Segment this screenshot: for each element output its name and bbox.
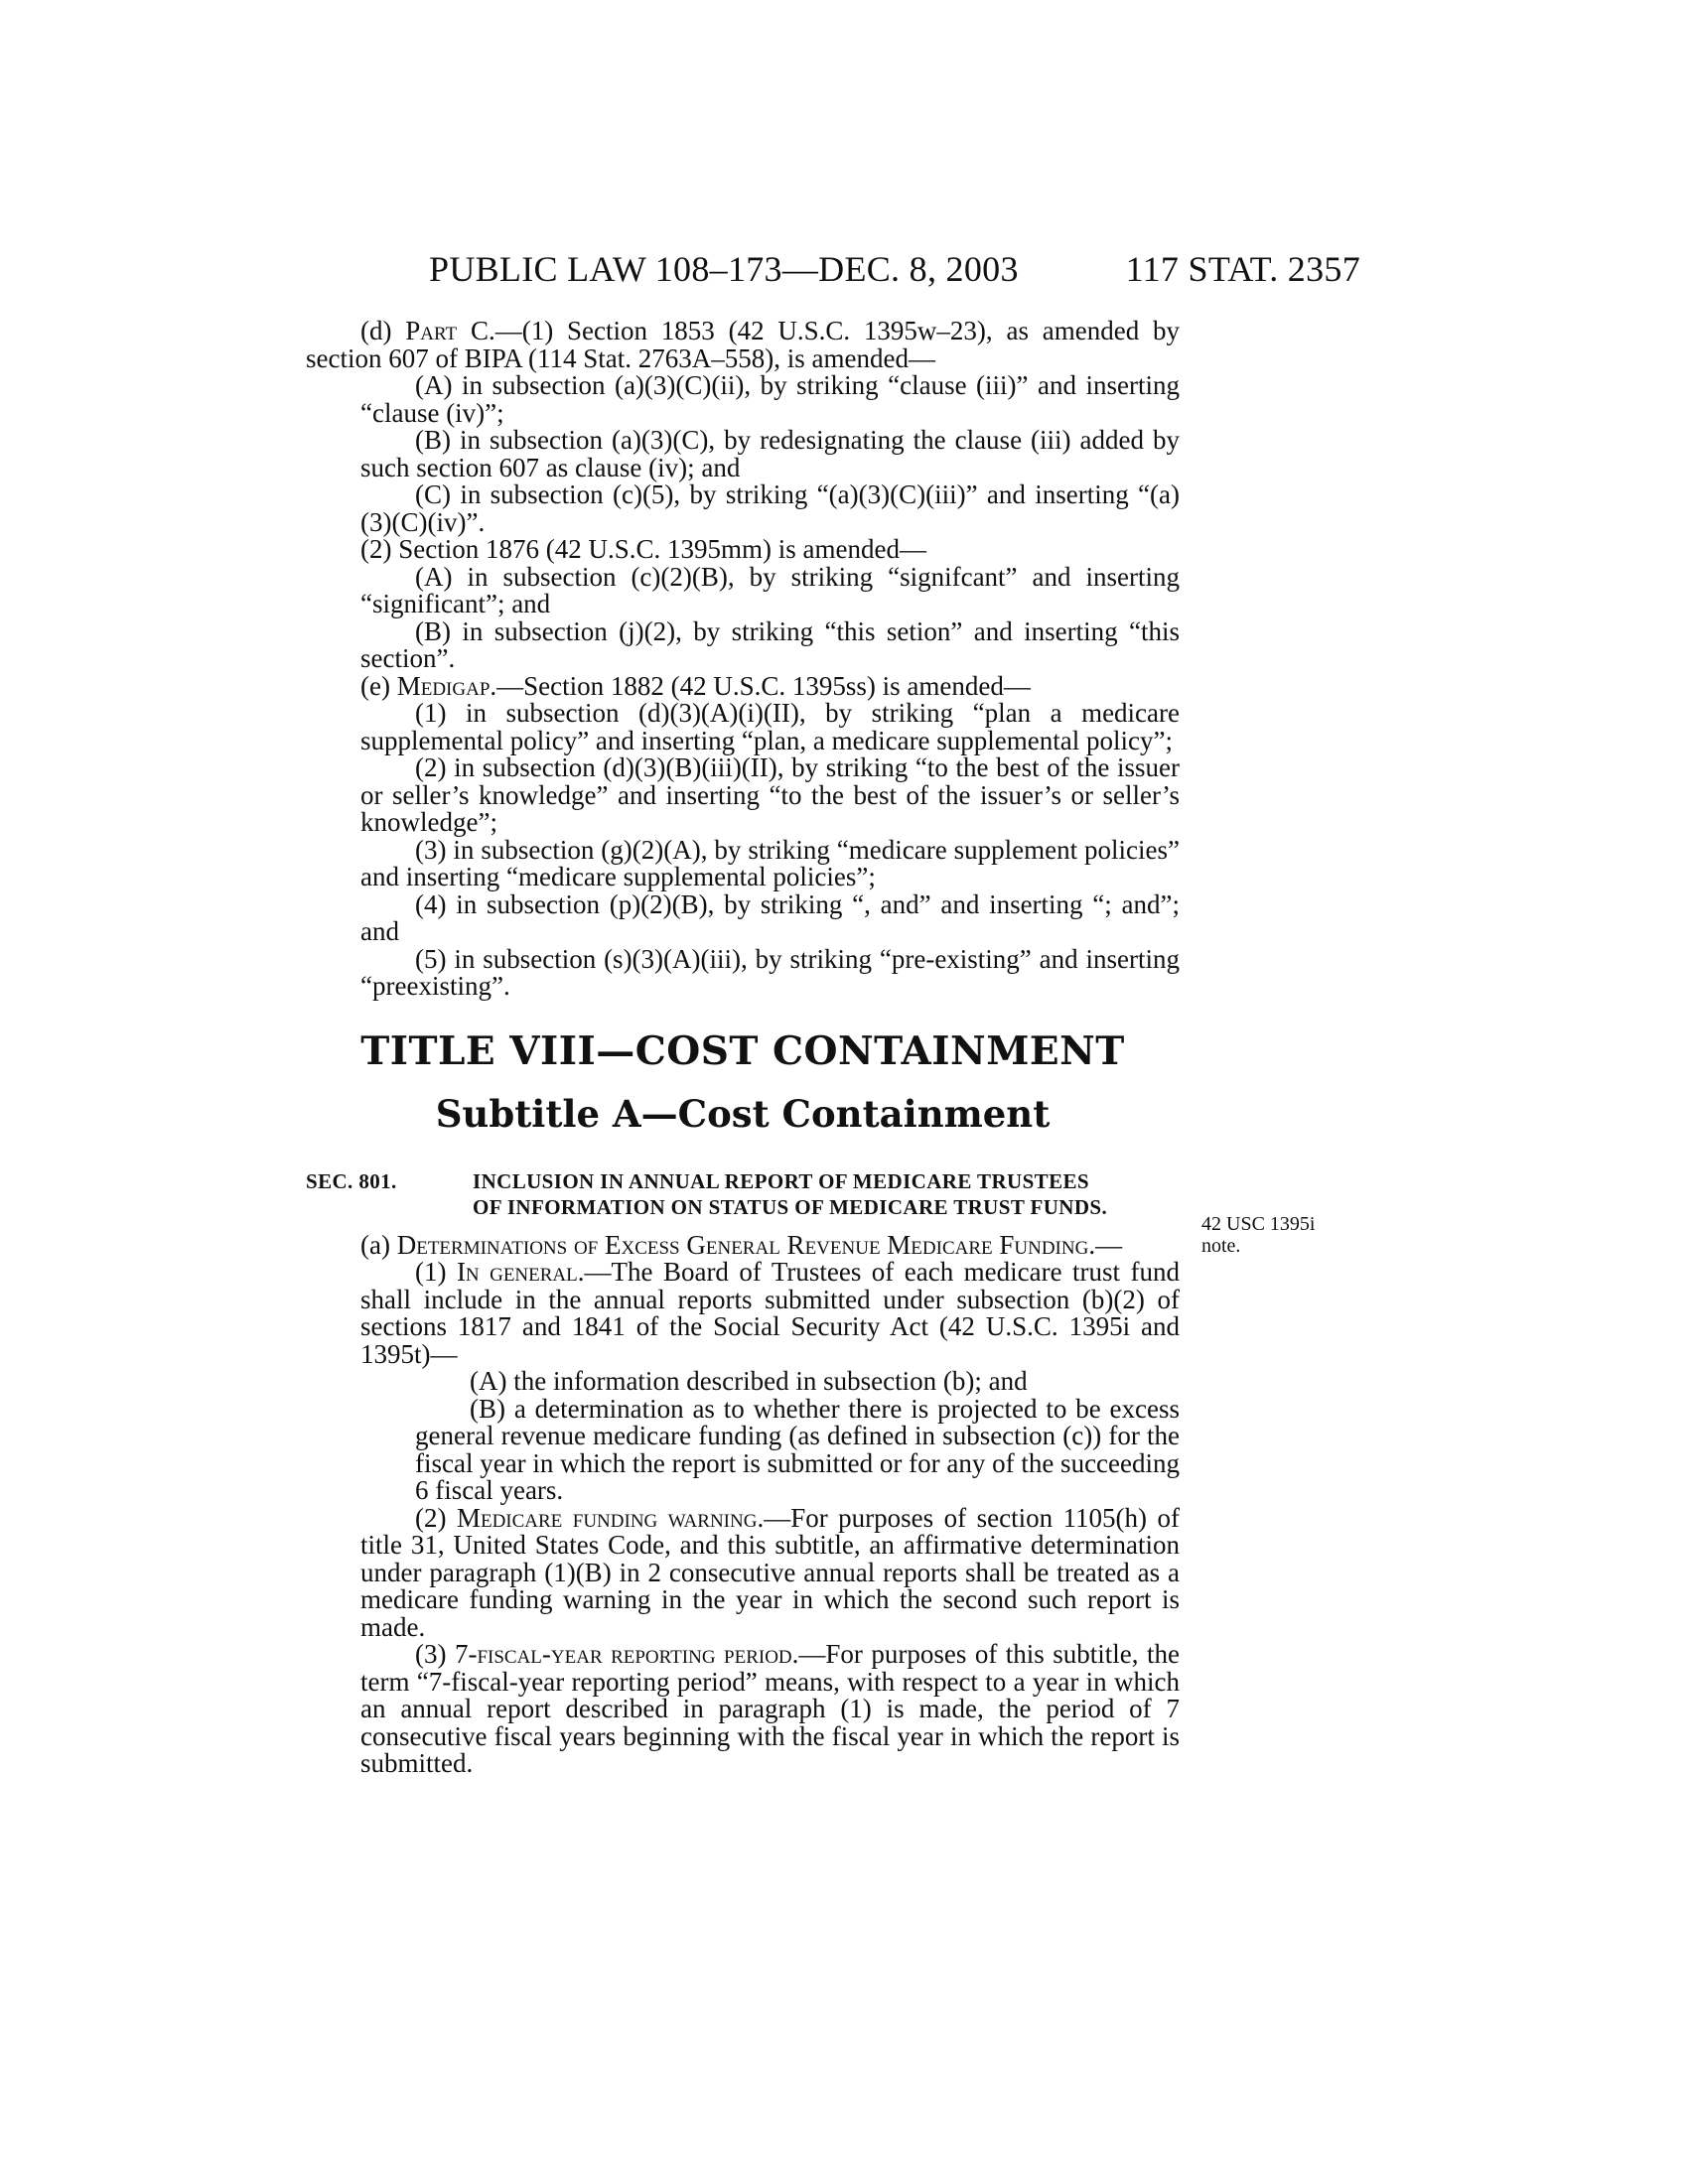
part-e-1: (1) in subsection (d)(3)(A)(i)(II), by striking “plan a medicare supplemental policy” and inserting “plan, a medicare supplemental policy”; xyxy=(360,698,1180,755)
part-e-4: (4) in subsection (p)(2)(B), by striking “, and” and inserting “; and”; and xyxy=(360,888,1180,946)
section-heading xyxy=(306,1168,1180,1220)
part-e-2: (2) in subsection (d)(3)(B)(iii)(II), by striking “to the best of the issuer or seller’s knowledge” and inserting “to the best of the issuer’s or seller’s knowledge”; xyxy=(360,752,1180,837)
margin-note-line-1: 42 USC 1395i xyxy=(1201,1213,1316,1235)
body-column xyxy=(306,318,1180,1778)
part-e-3: (3) in subsection (g)(2)(A), by striking “medicare supplement policies” and inserting “medicare supplemental policies”; xyxy=(360,834,1180,891)
title-heading: TITLE VIII—COST CONTAINMENT xyxy=(360,1027,1125,1074)
running-header-left: PUBLIC LAW 108–173—DEC. 8, 2003 xyxy=(429,249,1019,289)
part-d-2-b: (B) in subsection (j)(2), by striking “this setion” and inserting “this section”. xyxy=(360,615,1180,673)
sec801-a-2: (2) Medicare funding warning.—For purposes of section 1105(h) of title 31, United States Code, and this subtitle, an affirmative determination under paragraph (1)(B) in 2 consecutive annual reports shall be treated as a medicare funding warning in the year in which the second such report is made. xyxy=(360,1502,1180,1642)
sec801-a-3: (3) 7-fiscal-year reporting period.—For purposes of this subtitle, the term “7-fiscal-year reporting period” means, with respect to a year in which an annual report described in paragraph (1) is made, the period of 7 consecutive fiscal years beginning with the fiscal year in which the report is submitted. xyxy=(360,1639,1180,1778)
sec801-a-1-A: (A) the information described in subsection (b); and xyxy=(470,1366,1028,1396)
sec801-a-1: (1) In general.—The Board of Trustees of each medicare trust fund shall include in the annual reports submitted under subsection (b)(2) of sections 1817 and 1841 of the Social Security Act (42 U.S.C. 1395i and 1395t)— xyxy=(360,1257,1180,1369)
part-d-2: (2) Section 1876 (42 U.S.C. 1395mm) is amended— xyxy=(360,534,926,564)
running-header-right: 117 STAT. 2357 xyxy=(1125,249,1360,289)
margin-note-line-2: note. xyxy=(1201,1235,1241,1257)
sec801-a-1-B: (B) a determination as to whether there is projected to be excess general revenue medicare funding (as defined in subsection (c)) for the fiscal year in which the report is submitted or for any of the succeeding 6 fiscal years. xyxy=(415,1393,1181,1505)
part-d-1-a: (A) in subsection (a)(3)(C)(ii), by striking “clause (iii)” and inserting “clause (iv)”; xyxy=(360,370,1180,428)
margin-note xyxy=(1201,1213,1315,1257)
part-e-5: (5) in subsection (s)(3)(A)(iii), by striking “pre-existing” and inserting “preexisting”. xyxy=(360,943,1180,1001)
section-heading-line-1 xyxy=(306,1168,1180,1194)
section-title-rest: OF INFORMATION ON STATUS OF MEDICARE TRUST FUNDS. xyxy=(473,1194,1108,1219)
subtitle-heading: Subtitle A—Cost Containment xyxy=(435,1092,1051,1136)
part-e-lead: (e) Medigap.—Section 1882 (42 U.S.C. 1395ss) is amended— xyxy=(360,670,1031,701)
part-d-1-c: (C) in subsection (c)(5), by striking “(a)(3)(C)(iii)” and inserting “(a)(3)(C)(iv)”. xyxy=(360,479,1180,537)
part-d-2-a: (A) in subsection (c)(2)(B), by striking “signifcant” and inserting “significant”; and xyxy=(360,561,1180,618)
part-d-lead: (d) Part C.—(1) Section 1853 (42 U.S.C. 1395w–23), as amended by section 607 of BIPA (114 Stat. 2763A–558), is amended— xyxy=(306,316,1180,373)
section-number: SEC. 801. xyxy=(306,1168,397,1193)
sec801-a-lead: (a) Determinations of Excess General Revenue Medicare Funding.— xyxy=(360,1229,1123,1260)
part-d-1-b: (B) in subsection (a)(3)(C), by redesignating the clause (iii) added by such section 607 as clause (iv); and xyxy=(360,425,1180,482)
section-title-line-1: INCLUSION IN ANNUAL REPORT OF MEDICARE TRUSTEES xyxy=(473,1168,1089,1193)
